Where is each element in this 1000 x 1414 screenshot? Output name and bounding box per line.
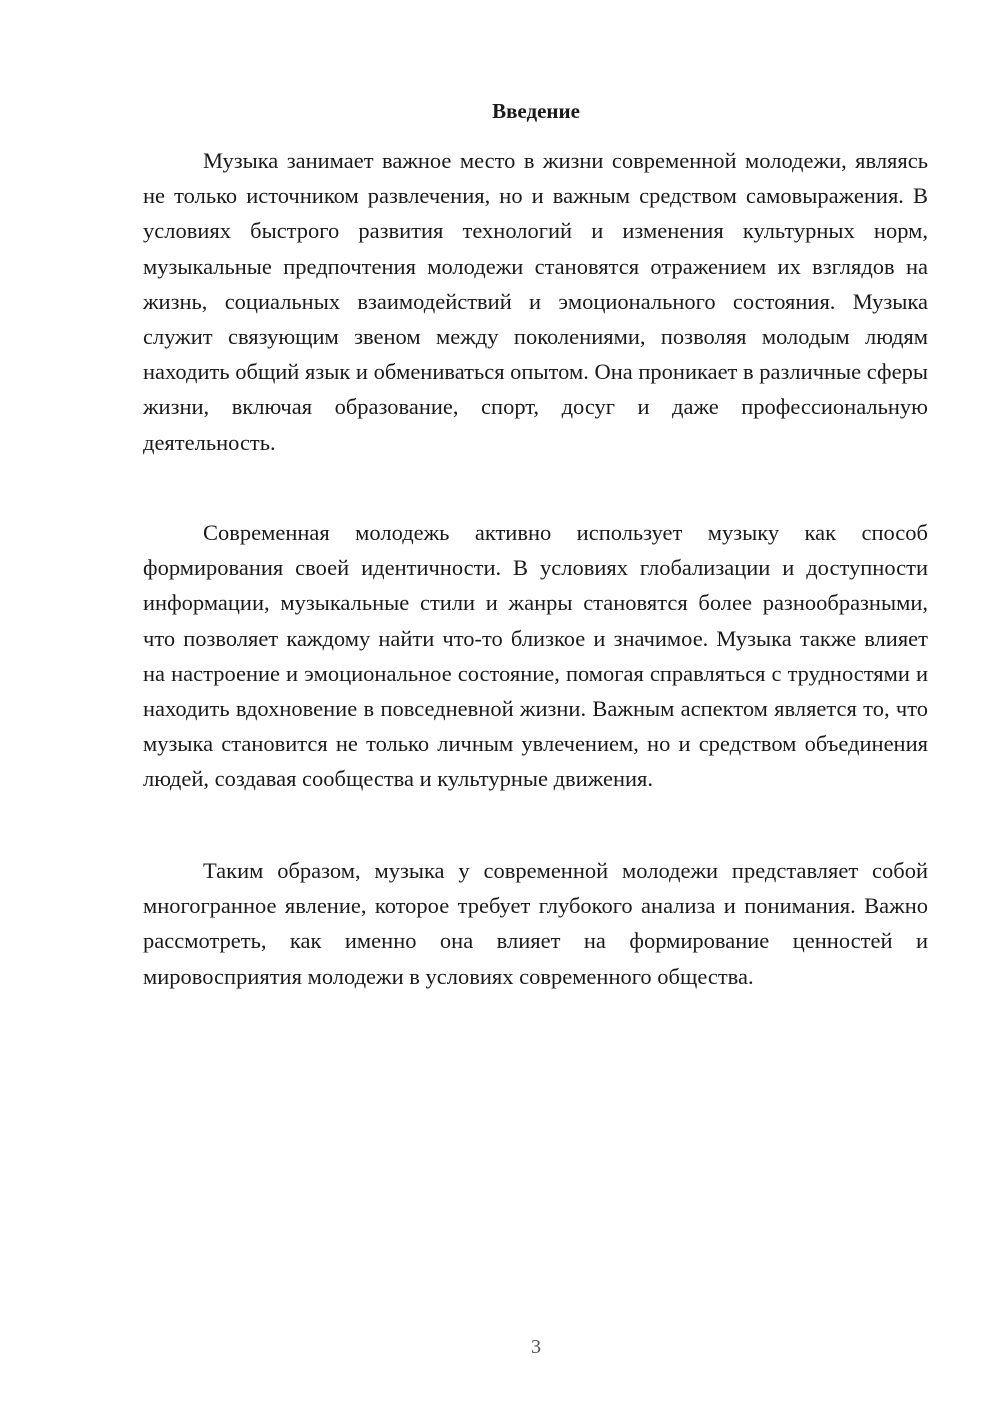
paragraph: Современная молодежь активно использует музыку как способ формирования своей идентичности. В условиях глобализации и доступности информации, музыкальные стили и жанры становятся более разнообразными, что позволяет каждому найти что-то близкое и значимое. Музыка также влияет на настроение и эмоциональное состояние, помогая справляться с трудностями и находить вдохновение в повседневной жизни. Важным аспектом является то, что музыка становится не только личным увлечением, но и средством объединения людей, создавая сообщества и культурные движения. <box>143 520 928 792</box>
paragraph: Таким образом, музыка у современной молодежи представляет собой многогранное явление, которое требует глубокого анализа и понимания. Важно рассмотреть, как именно она влияет на формирование ценностей и мировосприятия молодежи в условиях современного общества. <box>143 858 928 989</box>
section-heading: Введение <box>492 99 580 123</box>
paragraph: Музыка занимает важное место в жизни современной молодежи, являясь не только источником развлечения, но и важным средством самовыражения. В условиях быстрого развития технологий и изменения культурных норм, музыкальные предпочтения молодежи становятся отражением их взглядов на жизнь, социальных взаимодействий и эмоционального состояния. Музыка служит связующим звеном между поколениями, позволяя молодым людям находить общий язык и обмениваться опытом. Она проникает в различные сферы жизни, включая образование, спорт, досуг и даже профессиональную деятельность. <box>143 148 928 455</box>
page-number: 3 <box>531 1336 541 1358</box>
